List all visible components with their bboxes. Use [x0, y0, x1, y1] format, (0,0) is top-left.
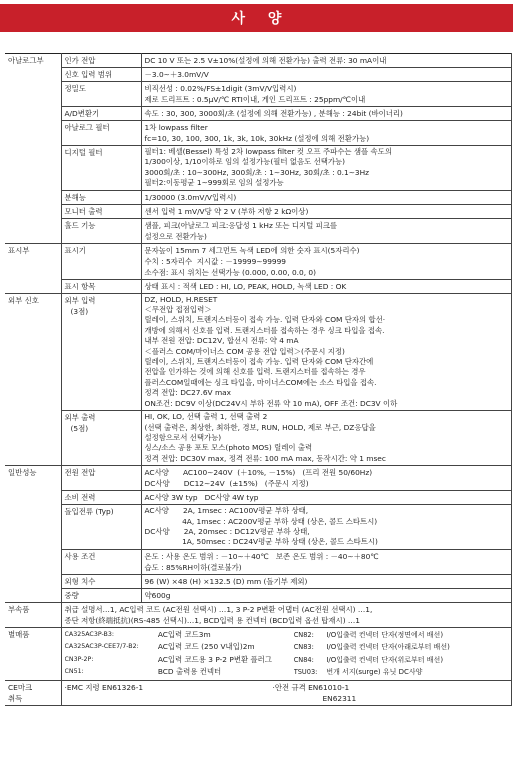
- value-cell: [141, 146, 511, 191]
- item-cell: [61, 243, 141, 279]
- value-cell: [141, 204, 511, 218]
- option-desc: I/O입출력 컨넥터 단자(위로부터 배선): [326, 655, 444, 664]
- item-cell: [61, 466, 141, 491]
- value-line: 필터1: 베셀(Bessel) 특성 2차 lowpass filter 컷 오프 주파수는 샘플 속도의: [144, 147, 392, 156]
- item-label: 정밀도: [64, 84, 86, 93]
- value-line: DC사양 2A, 20msec : DC12V평균 부하 상태,: [144, 526, 310, 536]
- category-label: 일반성능: [8, 468, 37, 478]
- value-cell: [141, 107, 511, 121]
- item-cell: [61, 107, 141, 121]
- value-line: AC사양 2A, 1msec : AC100V평균 부하 상태,: [144, 506, 309, 516]
- spec-row: [5, 204, 511, 218]
- emc-standard: ·EMC 지령 EN61326-1: [64, 682, 144, 692]
- item-label: 전원 전압: [64, 468, 96, 478]
- spec-row: [5, 627, 511, 680]
- spec-row: [5, 218, 511, 243]
- item-cell: [61, 204, 141, 218]
- value-line: 샘플, 피크(아날로그 피크:응답성 1 kHz 또는 디지털 피크를: [144, 220, 338, 230]
- spec-row: [5, 54, 511, 68]
- item-cell: [61, 293, 141, 410]
- value-cell: [141, 293, 511, 410]
- option-desc: 번개 서지(surge) 유닛 DC사양: [326, 668, 423, 677]
- category-label-2: 취득: [8, 693, 23, 703]
- value-line: 비직선성 : 0.02%/FS±1digit (3mV/V입력시): [144, 84, 297, 93]
- value-line: DC 10 V 또는 2.5 V±10%(설정에 의해 전환가능) 출력 전류: 30 mA이내: [144, 56, 387, 65]
- value-cell: [141, 82, 511, 107]
- value-line: (선택 출력은, 최상한, 최하한, 경보, RUN, HOLD, 제로 부근, DZ응답을: [144, 422, 376, 432]
- value-line: 정격 전압: DC27.6V max: [144, 388, 232, 398]
- spec-row: [5, 190, 511, 204]
- value-cell: [141, 491, 511, 505]
- item-cell: [61, 574, 141, 588]
- item-label: 외부 입력: [64, 295, 96, 305]
- value-line: 문자높이 15mm 7 세그먼트 녹색 LED에 의한 숫자 표시(5자리수): [144, 245, 360, 255]
- spec-row: [5, 602, 511, 627]
- option-desc: AC입력 코드3m: [157, 629, 211, 639]
- category-label: 표시부: [8, 245, 30, 255]
- category-label: 부속품: [8, 604, 30, 614]
- item-label: 모니터 출력: [64, 206, 103, 216]
- category-cell: [5, 602, 61, 627]
- value-line: HI, OK, LO, 선택 출력 1, 선택 출력 2: [144, 412, 268, 422]
- value-line: ＜무전압 접점입력＞: [144, 305, 212, 315]
- spec-row: [5, 121, 511, 146]
- item-label: 중량: [64, 590, 79, 600]
- item-cell: [61, 411, 141, 466]
- category-label: CE마크: [8, 682, 33, 692]
- spec-row: [5, 549, 511, 574]
- options-cell: [61, 627, 511, 680]
- value-line: AC사양 3W typ DC사양 4W typ: [144, 493, 259, 503]
- value-line: 릴레이, 스위치, 트랜지스터등이 접속 가능. 입력 단자와 COM 단자간에: [144, 357, 374, 367]
- value-line: 취급 설명서…1, AC입력 코드 (AC전원 선택시) …1, 3 P-2 P변환 어댑터 (AC전원 선택시) …1,: [64, 604, 373, 614]
- option-desc: I/O입출력 컨넥터 단자(아래로부터 배선): [326, 643, 450, 652]
- option-code: CA325AC3P-CEE7/7-B2:: [64, 643, 139, 651]
- value-cell: [141, 279, 511, 293]
- value-cell: [141, 121, 511, 146]
- spec-table: [5, 53, 512, 706]
- spec-row: [5, 146, 511, 191]
- value-cell: [141, 218, 511, 243]
- option-line: [65, 654, 508, 667]
- category-label: 외부 신호: [8, 295, 39, 305]
- value-line: 정격 전압: DC30V max, 정격 전류: 100 mA max, 동작시간: 약 1 msec: [144, 453, 386, 463]
- option-line: [65, 641, 508, 654]
- value-line: 설정함으로서 선택가능): [144, 432, 222, 442]
- item-cell: [61, 279, 141, 293]
- value-line: 습도 : 85%RH이하(결로불가): [144, 562, 242, 572]
- option-code: CA325AC3P-B3:: [64, 630, 114, 638]
- item-label: 표시기: [64, 245, 86, 255]
- option-code: CN3P-2P:: [64, 655, 94, 663]
- title-bar: [0, 4, 513, 32]
- option-code: CN82:: [293, 630, 314, 639]
- item-cell: [61, 146, 141, 191]
- item-sublabel: (3점): [70, 306, 89, 316]
- value-cell: [141, 68, 511, 82]
- value-line: 약600g: [144, 590, 171, 600]
- spec-row: [5, 466, 511, 491]
- spec-row: [5, 680, 511, 705]
- option-code: CN83:: [293, 643, 314, 652]
- spec-row: [5, 279, 511, 293]
- option-code: TSU03:: [293, 668, 318, 677]
- spec-row: [5, 411, 511, 466]
- page-title: 사 양: [231, 11, 291, 27]
- spec-row: [5, 505, 511, 550]
- value-line: 1/30000 (3.0mV/V입력시): [144, 192, 237, 202]
- value-line: 수치 : 5자리수 지시값 : －19999∼99999: [144, 256, 286, 266]
- value-line: 1/300이상, 1/10이하로 임의 설정가능(필터 없음도 선택가능): [144, 157, 346, 167]
- value-line: 전압을 인가하는 것에 의해 신호를 입력. 트랜지스터를 접속하는 경우: [144, 367, 366, 377]
- value-line: 제로 드리프트 : 0.5μV/℃ RTI이내, 게인 드리프트 : 25ppm/℃이내: [144, 95, 366, 104]
- item-cell: [61, 218, 141, 243]
- item-label: 신호 입력 범위: [64, 70, 113, 79]
- value-line: 싱스/소스 공용 포토 모스(photo MOS) 릴레이 출력: [144, 443, 313, 453]
- item-cell: [61, 190, 141, 204]
- item-label: 표시 항목: [64, 281, 96, 291]
- value-cell: [141, 549, 511, 574]
- value-line: 필터2:이동평균 1∼999회로 임의 설정가능: [144, 178, 284, 188]
- category-cell: [5, 293, 61, 466]
- category-cell: [5, 627, 61, 680]
- category-label: 아날로그부: [8, 56, 44, 65]
- item-cell: [61, 491, 141, 505]
- spec-row: [5, 588, 511, 602]
- item-cell: [61, 82, 141, 107]
- item-cell: [61, 121, 141, 146]
- option-line: [65, 629, 508, 642]
- category-cell: [5, 54, 61, 244]
- item-cell: [61, 588, 141, 602]
- value-line: ON조건: DC9V 이상(DC24V시 부하 전류 약 10 mA), OFF 조건: DC3V 이하: [144, 398, 398, 408]
- value-line: 3000회/초 : 10∼300Hz, 300회/초 : 1∼30Hz, 30회/초 : 0.1∼3Hz: [144, 167, 370, 177]
- item-label: 인가 전압: [64, 56, 96, 65]
- item-cell: [61, 68, 141, 82]
- value-line: fc=10, 30, 100, 300, 1k, 3k, 10k, 30kHz (설정에 의해 전환가능): [144, 134, 370, 143]
- item-label: 소비 전력: [64, 493, 96, 503]
- safety-standard-2: EN62311: [322, 693, 357, 703]
- ce-line: [65, 682, 508, 693]
- option-desc: I/O입출력 컨넥터 단자(정면에서 배선): [326, 630, 444, 639]
- value-line: 소수점: 표시 위치는 선택가능 (0.000, 0.00, 0.0, 0): [144, 267, 316, 277]
- category-label: 별매품: [8, 629, 30, 639]
- value-cell: [141, 243, 511, 279]
- value-line: 내부 전원 전압: DC12V, 합선시 전류: 약 4 mA: [144, 336, 299, 346]
- value-line: 속도 : 30, 300, 3000회/초 (설정에 의해 전환가능) , 분해능 : 24bit (바이너리): [144, 109, 403, 118]
- value-line: 1차 lowpass filter: [144, 123, 208, 132]
- spec-row: [5, 491, 511, 505]
- value-line: 4A, 1msec : AC200V평균 부하 상태 (상온, 콜드 스타트시): [144, 516, 378, 526]
- value-line: －3.0∼＋3.0mV/V: [144, 70, 209, 79]
- value-line: 릴레이, 스위치, 트랜지스터등이 접속 가능. 입력 단자와 COM 단자의 합선·: [144, 315, 386, 325]
- value-line: 설정으로 전환가능): [144, 231, 207, 241]
- value-line: 96 (W) ×48 (H) ×132.5 (D) mm (돌기부 제외): [144, 576, 308, 586]
- value-line: DC사양 DC12∼24V (±15%) (주문시 지정): [144, 479, 309, 489]
- spec-row: [5, 68, 511, 82]
- value-cell: [141, 190, 511, 204]
- accessories-cell: [61, 602, 511, 627]
- item-cell: [61, 505, 141, 550]
- ce-standards-cell: [61, 680, 511, 705]
- item-cell: [61, 54, 141, 68]
- value-cell: [141, 505, 511, 550]
- spec-row: [5, 243, 511, 279]
- item-label: 돌입전류 (Typ): [64, 507, 114, 517]
- value-line: 센서 입력 1 mV/V당 약 2 V (부하 저항 2 kΩ이상): [144, 206, 309, 216]
- value-line: AC사양 AC100∼240V (＋10%, －15%) (프리 전원 50/60Hz): [144, 468, 373, 478]
- value-line: 1A, 50msec : DC24V평균 부하 상태 (상온, 콜드 스타트시): [144, 537, 378, 547]
- value-line: 플러스COM일때에는 싱크 타입을, 마이너스COM에는 소스 타입을 접속.: [144, 377, 377, 387]
- spec-row: [5, 574, 511, 588]
- item-label: 외부 출력: [64, 413, 96, 423]
- spec-row: [5, 293, 511, 410]
- option-desc: BCD 출력용 컨넥터: [157, 667, 222, 677]
- item-sublabel: (5점): [70, 424, 89, 434]
- item-label: 사용 조건: [64, 551, 96, 561]
- item-label: 디지털 필터: [64, 148, 103, 157]
- value-line: 종단 저항(終端抵抗)(RS-485 선택시)…1, BCD입력 용 컨넥터 (BCD입력 옵션 탑재시) …1: [64, 615, 361, 625]
- item-label: 홀드 기능: [64, 220, 96, 230]
- safety-standard: ·안전 규격 EN61010-1: [272, 682, 350, 692]
- option-line: [65, 666, 508, 679]
- value-cell: [141, 574, 511, 588]
- option-code: CN84:: [293, 655, 314, 664]
- item-cell: [61, 549, 141, 574]
- item-label: 아날로그 필터: [64, 123, 110, 132]
- option-desc: AC입력 코드 (250 V내입)2m: [157, 642, 255, 652]
- category-cell: [5, 243, 61, 293]
- value-line: 개방에 의해서 신호를 입력. 트랜지스터를 접속하는 경우 싱크 타입을 접속.: [144, 325, 385, 335]
- value-line: 온도 : 사용 온도 범위 : －10∼＋40℃ 보존 온도 범위 : －40∼＋80℃: [144, 551, 379, 561]
- value-line: DZ, HOLD, H.RESET: [144, 294, 218, 304]
- option-code: CN51:: [64, 668, 84, 676]
- value-line: 상태 표시 : 적색 LED : HI, LO, PEAK, HOLD, 녹색 LED : OK: [144, 281, 347, 291]
- value-cell: [141, 466, 511, 491]
- item-label: 외형 치수: [64, 576, 96, 586]
- spec-row: [5, 107, 511, 121]
- item-label: A/D변환기: [64, 109, 100, 118]
- value-cell: [141, 54, 511, 68]
- value-line: ＜플러스 COM/마이너스 COM 공용 전압 입력＞(주문시 지정): [144, 346, 345, 356]
- category-cell: [5, 466, 61, 603]
- option-desc: AC입력 코드용 3 P-2 P변환 플러그: [157, 654, 272, 664]
- category-cell: [5, 680, 61, 705]
- value-cell: [141, 588, 511, 602]
- spec-row: [5, 82, 511, 107]
- item-label: 분해능: [64, 192, 86, 202]
- value-cell: [141, 411, 511, 466]
